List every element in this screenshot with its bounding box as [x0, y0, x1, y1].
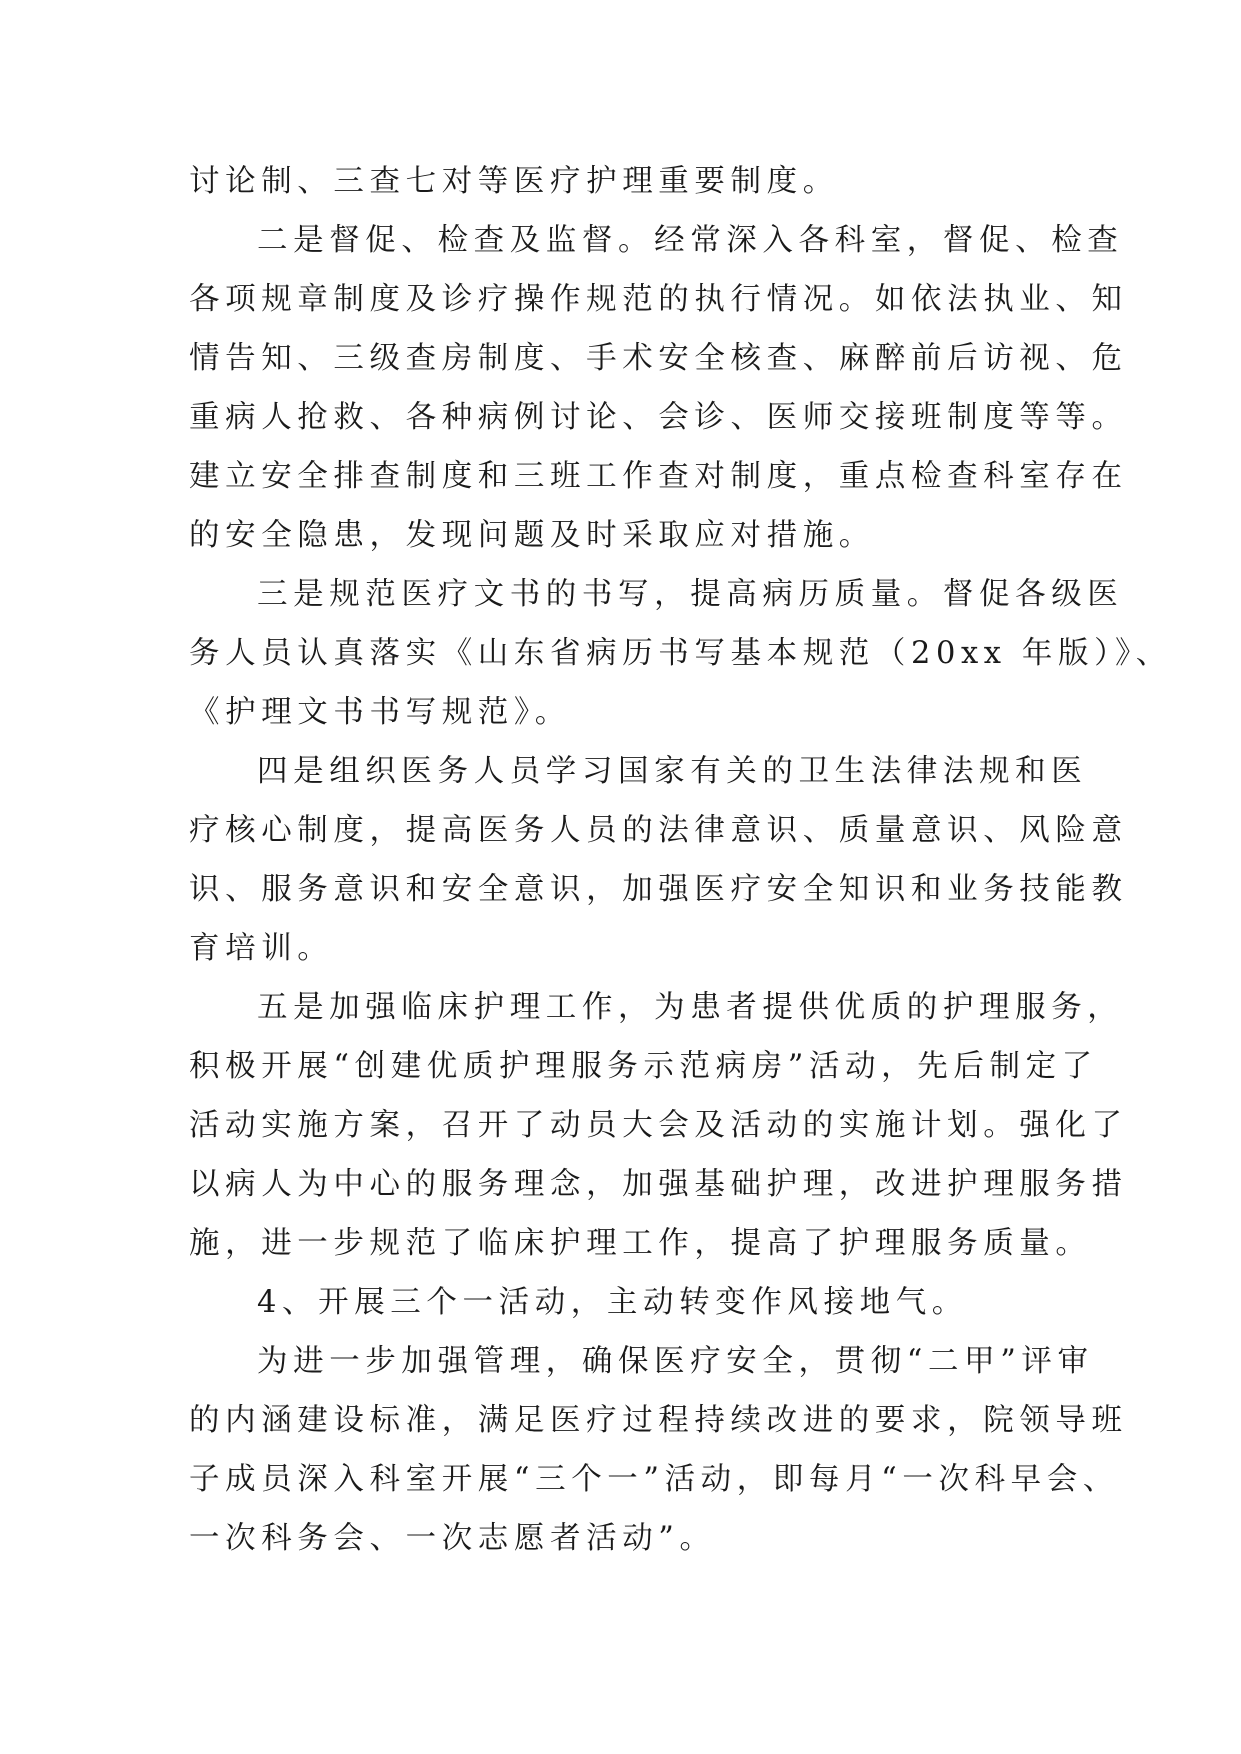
text-line-13: 识、服务意识和安全意识，加强医疗安全知识和业务技能教	[189, 872, 1128, 907]
text-line-11: 四是组织医务人员学习国家有关的卫生法律法规和医	[257, 754, 1088, 789]
text-line-22: 的内涵建设标准，满足医疗过程持续改进的要求，院领导班	[189, 1403, 1128, 1438]
text-line-5: 重病人抢救、各种病例讨论、会诊、医师交接班制度等等。	[189, 400, 1128, 435]
text-line-3: 各项规章制度及诊疗操作规范的执行情况。如依法执业、知	[189, 282, 1128, 317]
text-line-2: 二是督促、检查及监督。经常深入各科室，督促、检查	[257, 223, 1124, 258]
text-line-4: 情告知、三级查房制度、手术安全核查、麻醉前后访视、危	[189, 341, 1128, 376]
text-line-12: 疗核心制度，提高医务人员的法律意识、质量意识、风险意	[189, 813, 1128, 848]
text-line-7: 的安全隐患，发现问题及时采取应对措施。	[189, 518, 875, 553]
text-line-1: 讨论制、三查七对等医疗护理重要制度。	[189, 164, 839, 199]
text-line-8: 三是规范医疗文书的书写，提高病历质量。督促各级医	[257, 577, 1124, 612]
document-body	[189, 152, 1172, 1568]
text-line-9: 务人员认真落实《山东省病历书写基本规范（20xx 年版）》、	[189, 636, 1172, 671]
text-line-10: 《护理文书书写规范》。	[189, 695, 571, 730]
text-line-16: 积极开展“创建优质护理服务示范病房”活动，先后制定了	[189, 1049, 1098, 1084]
text-line-21: 为进一步加强管理，确保医疗安全，贯彻“二甲”评审	[257, 1344, 1094, 1379]
text-line-15: 五是加强临床护理工作，为患者提供优质的护理服务，	[257, 990, 1124, 1025]
text-line-6: 建立安全排查制度和三班工作查对制度，重点检查科室存在	[189, 459, 1128, 494]
text-line-14: 育培训。	[189, 931, 334, 966]
text-line-20: 4、开展三个一活动，主动转变作风接地气。	[257, 1285, 968, 1320]
text-line-17: 活动实施方案，召开了动员大会及活动的实施计划。强化了	[189, 1108, 1128, 1143]
text-line-18: 以病人为中心的服务理念，加强基础护理，改进护理服务措	[189, 1167, 1128, 1202]
text-line-23: 子成员深入科室开展“三个一”活动，即每月“一次科早会、	[189, 1462, 1119, 1497]
text-line-24: 一次科务会、一次志愿者活动”。	[189, 1521, 716, 1556]
text-line-19: 施，进一步规范了临床护理工作，提高了护理服务质量。	[189, 1226, 1092, 1261]
